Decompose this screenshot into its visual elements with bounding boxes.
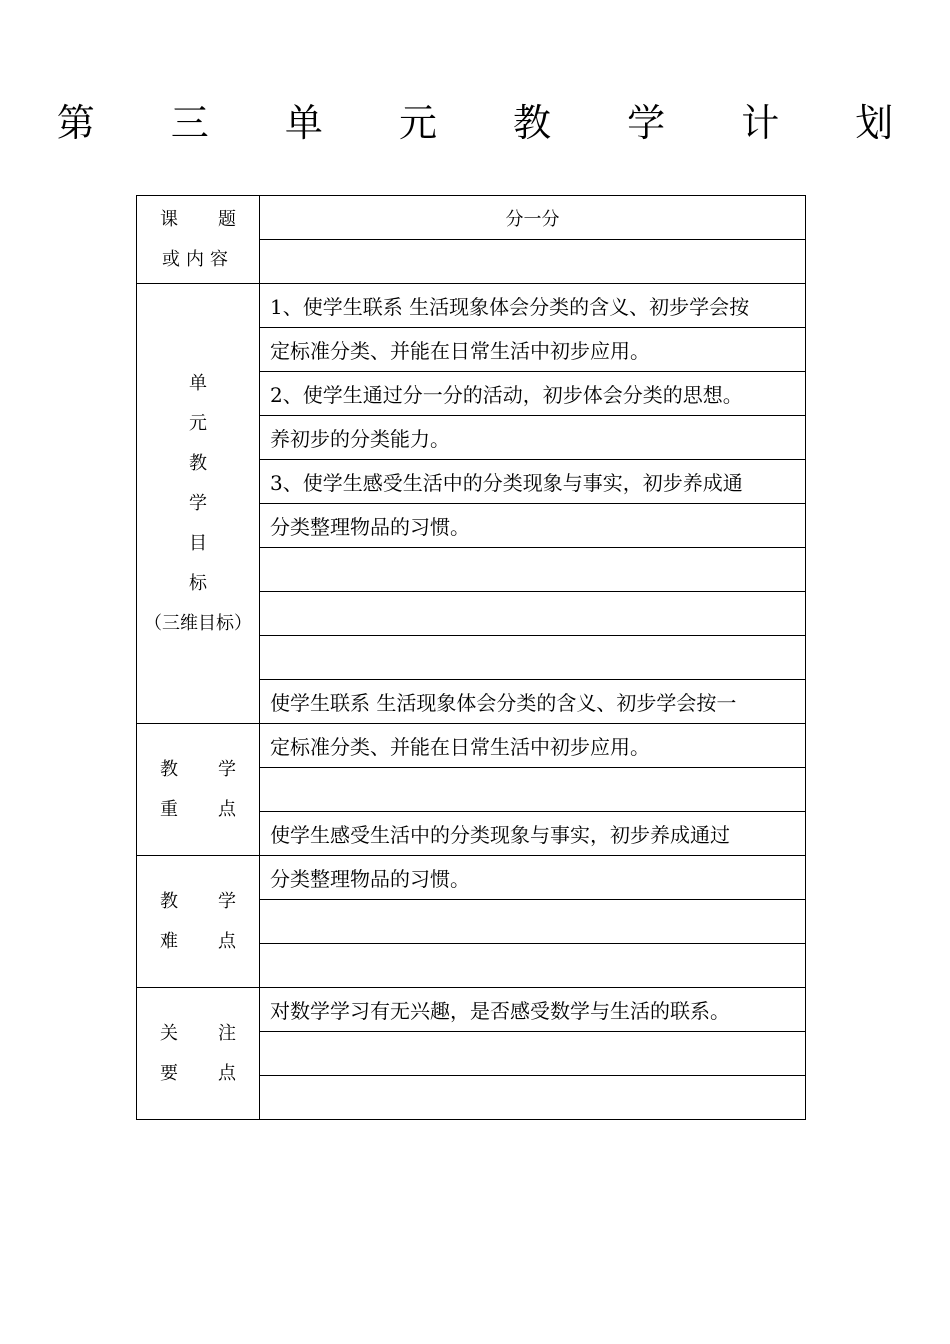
goal-line: 分类整理物品的习惯。 [260, 504, 806, 548]
difficulty-line [260, 944, 806, 988]
attention-line: 对数学学习有无兴趣，是否感受数学与生活的联系。 [260, 988, 806, 1032]
focus-line: 使学生感受生活中的分类现象与事实，初步养成通过 [260, 812, 806, 856]
attention-label-char: 点 [218, 1062, 236, 1084]
attention-label-char: 关 [160, 1022, 178, 1044]
difficulty-line [260, 900, 806, 944]
table-row [137, 284, 806, 328]
table-row [137, 988, 806, 1032]
goals-label-char: 学 [189, 492, 207, 514]
plan-table [136, 195, 806, 1120]
difficulty-label-char: 学 [218, 890, 236, 912]
topic-empty-cell [260, 240, 806, 284]
focus-line: 定标准分类、并能在日常生活中初步应用。 [260, 724, 806, 768]
topic-label-cell [137, 196, 260, 284]
focus-label-cell [137, 724, 260, 856]
attention-label-cell [137, 988, 260, 1120]
attention-line [260, 1032, 806, 1076]
goals-label-char: 元 [189, 412, 207, 434]
focus-label-char: 点 [218, 798, 236, 820]
focus-line [260, 768, 806, 812]
difficulty-label-char: 教 [160, 890, 178, 912]
topic-value: 分一分 [260, 196, 806, 240]
goal-line [260, 636, 806, 680]
attention-label-char: 要 [160, 1062, 178, 1084]
page-title: 第 三 单 元 教 学 计 划 [56, 101, 926, 145]
table-row [137, 724, 806, 768]
goal-line: 使学生联系 生活现象体会分类的含义、初步学会按一 [260, 680, 806, 724]
goal-line [260, 592, 806, 636]
goal-line: 3、使学生感受生活中的分类现象与事实，初步养成通 [260, 460, 806, 504]
attention-label-char: 注 [218, 1022, 236, 1044]
table-row [137, 856, 806, 900]
goal-line: 2、使学生通过分一分的活动，初步体会分类的思想。 [260, 372, 806, 416]
goals-label-sub: （三维目标） [144, 612, 252, 634]
table-row [137, 196, 806, 240]
topic-label-sub: 或内容 [162, 248, 234, 270]
goal-line [260, 548, 806, 592]
focus-label-char: 重 [160, 798, 178, 820]
difficulty-line: 分类整理物品的习惯。 [260, 856, 806, 900]
focus-label-char: 教 [160, 758, 178, 780]
topic-label-char: 课 [160, 208, 178, 230]
goal-line: 1、使学生联系 生活现象体会分类的含义、初步学会按 [260, 284, 806, 328]
goals-label-char: 目 [189, 532, 207, 554]
attention-line [260, 1076, 806, 1120]
goal-line: 定标准分类、并能在日常生活中初步应用。 [260, 328, 806, 372]
goals-label-char: 标 [189, 572, 207, 594]
difficulty-label-char: 点 [218, 930, 236, 952]
goals-label-cell [137, 284, 260, 724]
difficulty-label-cell [137, 856, 260, 988]
difficulty-label-char: 难 [160, 930, 178, 952]
goal-line: 养初步的分类能力。 [260, 416, 806, 460]
goals-label-char: 单 [189, 372, 207, 394]
focus-label-char: 学 [218, 758, 236, 780]
topic-label-char: 题 [218, 208, 236, 230]
goals-label-char: 教 [189, 452, 207, 474]
